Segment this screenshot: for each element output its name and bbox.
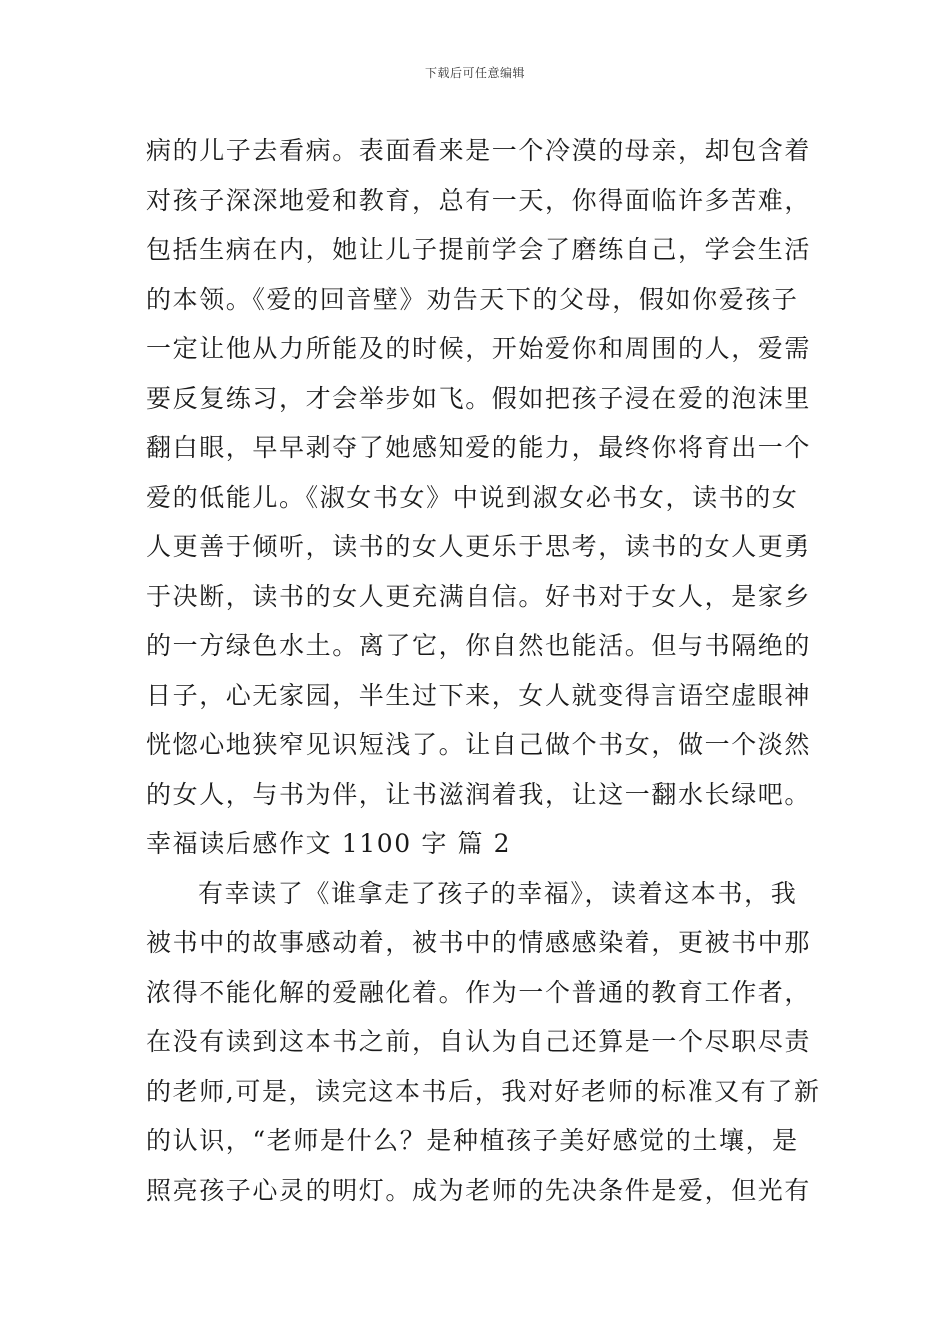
text-line: 爱的低能儿。《淑女书女》中说到淑女必书女，读书的女	[146, 482, 799, 512]
page-header: 下载后可任意编辑	[424, 66, 525, 80]
text-line: 人更善于倾听，读书的女人更乐于思考，读书的女人更勇	[146, 532, 812, 561]
text-line: 的认识，“老师是什么？是种植孩子美好感觉的土壤，是	[146, 1126, 799, 1155]
text-line: 的一方绿色水土。离了它，你自然也能活。但与书隔绝的	[146, 631, 812, 660]
text-line: 的老师,可是，读完这本书后，我对好老师的标准又有了新	[146, 1076, 821, 1106]
text-line: 照亮孩子心灵的明灯。成为老师的先决条件是爱，但光有	[146, 1175, 812, 1205]
text-line: 被书中的故事感动着，被书中的情感感染着，更被书中那	[146, 928, 812, 957]
text-line: 病的儿子去看病。表面看来是一个冷漠的母亲，却包含着	[146, 136, 812, 165]
body-text	[146, 126, 821, 1215]
text-line: 的女人，与书为伴，让书滋润着我，让这一翻水长绿吧。	[146, 779, 812, 809]
text-line: 于决断，读书的女人更充满自信。好书对于女人，是家乡	[146, 581, 812, 611]
text-line: 恍惚心地狭窄见识短浅了。让自己做个书女，做一个淡然	[146, 730, 812, 759]
text-line: 翻白眼，早早剥夺了她感知爱的能力，最终你将育出一个	[146, 433, 812, 462]
text-line: 浓得不能化解的爱融化着。作为一个普通的教育工作者，	[146, 977, 812, 1007]
text-line: 包括生病在内，她让儿子提前学会了磨练自己，学会生活	[146, 235, 812, 264]
text-line: 日子，心无家园，半生过下来，女人就变得言语空虚眼神	[146, 680, 812, 710]
text-line: 的本领。《爱的回音壁》劝告天下的父母，假如你爱孩子	[146, 284, 799, 314]
text-line: 要反复练习，才会举步如飞。假如把孩子浸在爱的泡沫里	[146, 383, 812, 413]
section-heading: 幸福读后感作文 1100 字 篇 2	[146, 829, 512, 858]
text-line: 一定让他从力所能及的时候，开始爱你和周围的人，爱需	[146, 334, 812, 363]
text-line: 对孩子深深地爱和教育，总有一天，你得面临许多苦难，	[146, 185, 812, 215]
text-line: 在没有读到这本书之前，自认为自己还算是一个尽职尽责	[146, 1027, 812, 1056]
paragraph-first-line: 有幸读了《谁拿走了孩子的幸福》，读着这本书，我	[198, 878, 798, 908]
